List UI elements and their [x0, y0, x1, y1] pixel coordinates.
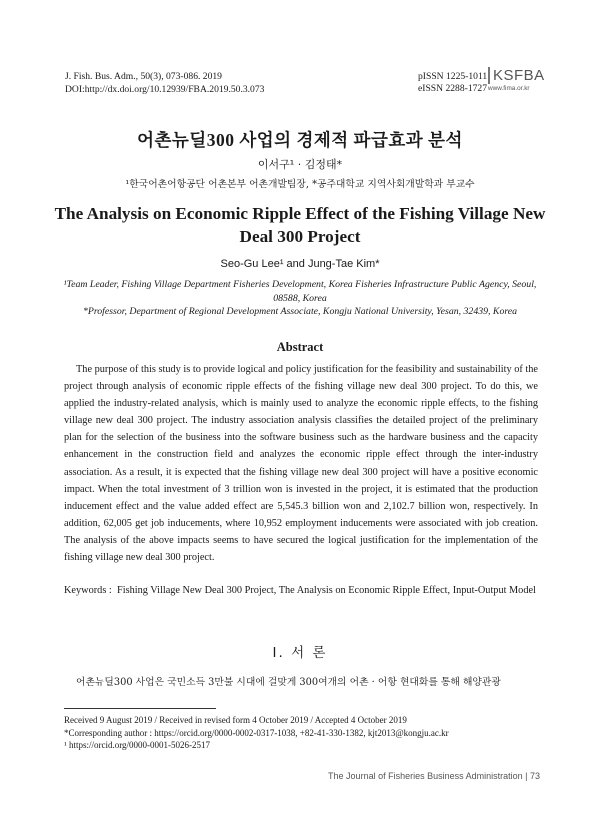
eissn: eISSN 2288-1727: [418, 83, 488, 94]
footnote-divider: [64, 708, 216, 709]
korean-title: 어촌뉴딜300 사업의 경제적 파급효과 분석: [137, 130, 463, 150]
issn-block: [418, 71, 487, 95]
english-authors: Seo-Gu Lee¹ and Jung-Tae Kim*: [220, 258, 380, 270]
english-affiliation-1: ¹Team Leader, Fishing Village Department Fisheries Development, Korea Fisheries Infrastructure Public Agency, Seoul, 08588, Korea: [63, 279, 537, 304]
journal-citation: [65, 70, 264, 96]
english-title: [40, 202, 560, 248]
abstract-heading: Abstract: [276, 340, 324, 354]
pissn: pISSN 1225-1011: [418, 71, 488, 82]
introduction-text: 어촌뉴딜300 사업은 국민소득 3만불 시대에 걸맞게 300여개의 어촌 · 어항 현대화를 통해 해양관광: [76, 677, 501, 688]
keywords-label: Keywords :: [64, 585, 112, 596]
doi-line[interactable]: DOI:http://dx.doi.org/10.12939/FBA.2019.50.3.073: [65, 84, 265, 95]
keywords-text: Fishing Village New Deal 300 Project, The Analysis on Economic Ripple Effect, Input-Output Model: [117, 585, 536, 596]
received-dates: Received 9 August 2019 / Received in revised form 4 October 2019 / Accepted 4 October 2019: [64, 715, 407, 725]
orcid-author-1[interactable]: ¹ https://orcid.org/0000-0001-5026-2517: [64, 740, 211, 751]
journal-citation-line: J. Fish. Bus. Adm., 50(3), 073-086. 2019: [65, 71, 222, 82]
korean-affiliation: ¹한국어촌어항공단 어촌본부 어촌개발팀장, *공주대학교 지역사회개발학과 부교수: [125, 179, 475, 190]
page-footer: The Journal of Fisheries Business Administration | 73: [328, 771, 540, 781]
english-affiliation-2: *Professor, Department of Regional Development Associate, Kongju National University, Yesan, 32439, Korea: [82, 306, 518, 317]
ksfba-logo: [488, 67, 548, 92]
korean-authors: 이서구¹ · 김정태*: [257, 158, 343, 171]
corresponding-author[interactable]: *Corresponding author : https://orcid.org/0000-0002-0317-1038, +82-41-330-1382, kjt2013@kongju.ac.kr: [64, 727, 449, 738]
english-title-line: Deal 300 Project: [239, 227, 361, 246]
abstract-text: The purpose of this study is to provide logical and policy justification for the feasibility and sustainability of the project through analysis of economic ripple effects of the fishing village new deal 300 project. To do this, we applied the industry-related analysis, which is mainly used to analyze the economic ripple effects, to the fishing village new deal 300 project. The industry association analysis classifies the detailed project of the preliminary plan for the selection of the business into the software business such as the hardware business and the capacity enhancement in the construction field and analyzes the economic ripple effect through the inter-industry association. As a result, it is expected that the fishing village new deal 300 project will have a positive economic impact. When the total investment of 3 trillion won is invested in the project, it is estimated that the production inducement effect and the value added effect are 5,545.3 billion won and 2,102.7 billion won, respectively. In addition, 62,005 get job inducements, where 10,952 employment inducements were associated with job creation. The analysis of the above impacts seems to have secured the logical justification for the implementation of the fishing village new deal 300 project.: [64, 364, 538, 564]
section-heading-introduction: Ⅰ. 서 론: [272, 645, 328, 661]
logo-text: KSFBA: [488, 67, 548, 84]
english-title-line: The Analysis on Economic Ripple Effect of the Fishing Village New: [54, 204, 546, 223]
logo-url: www.fima.or.kr: [488, 85, 530, 92]
footnotes: [64, 714, 449, 752]
